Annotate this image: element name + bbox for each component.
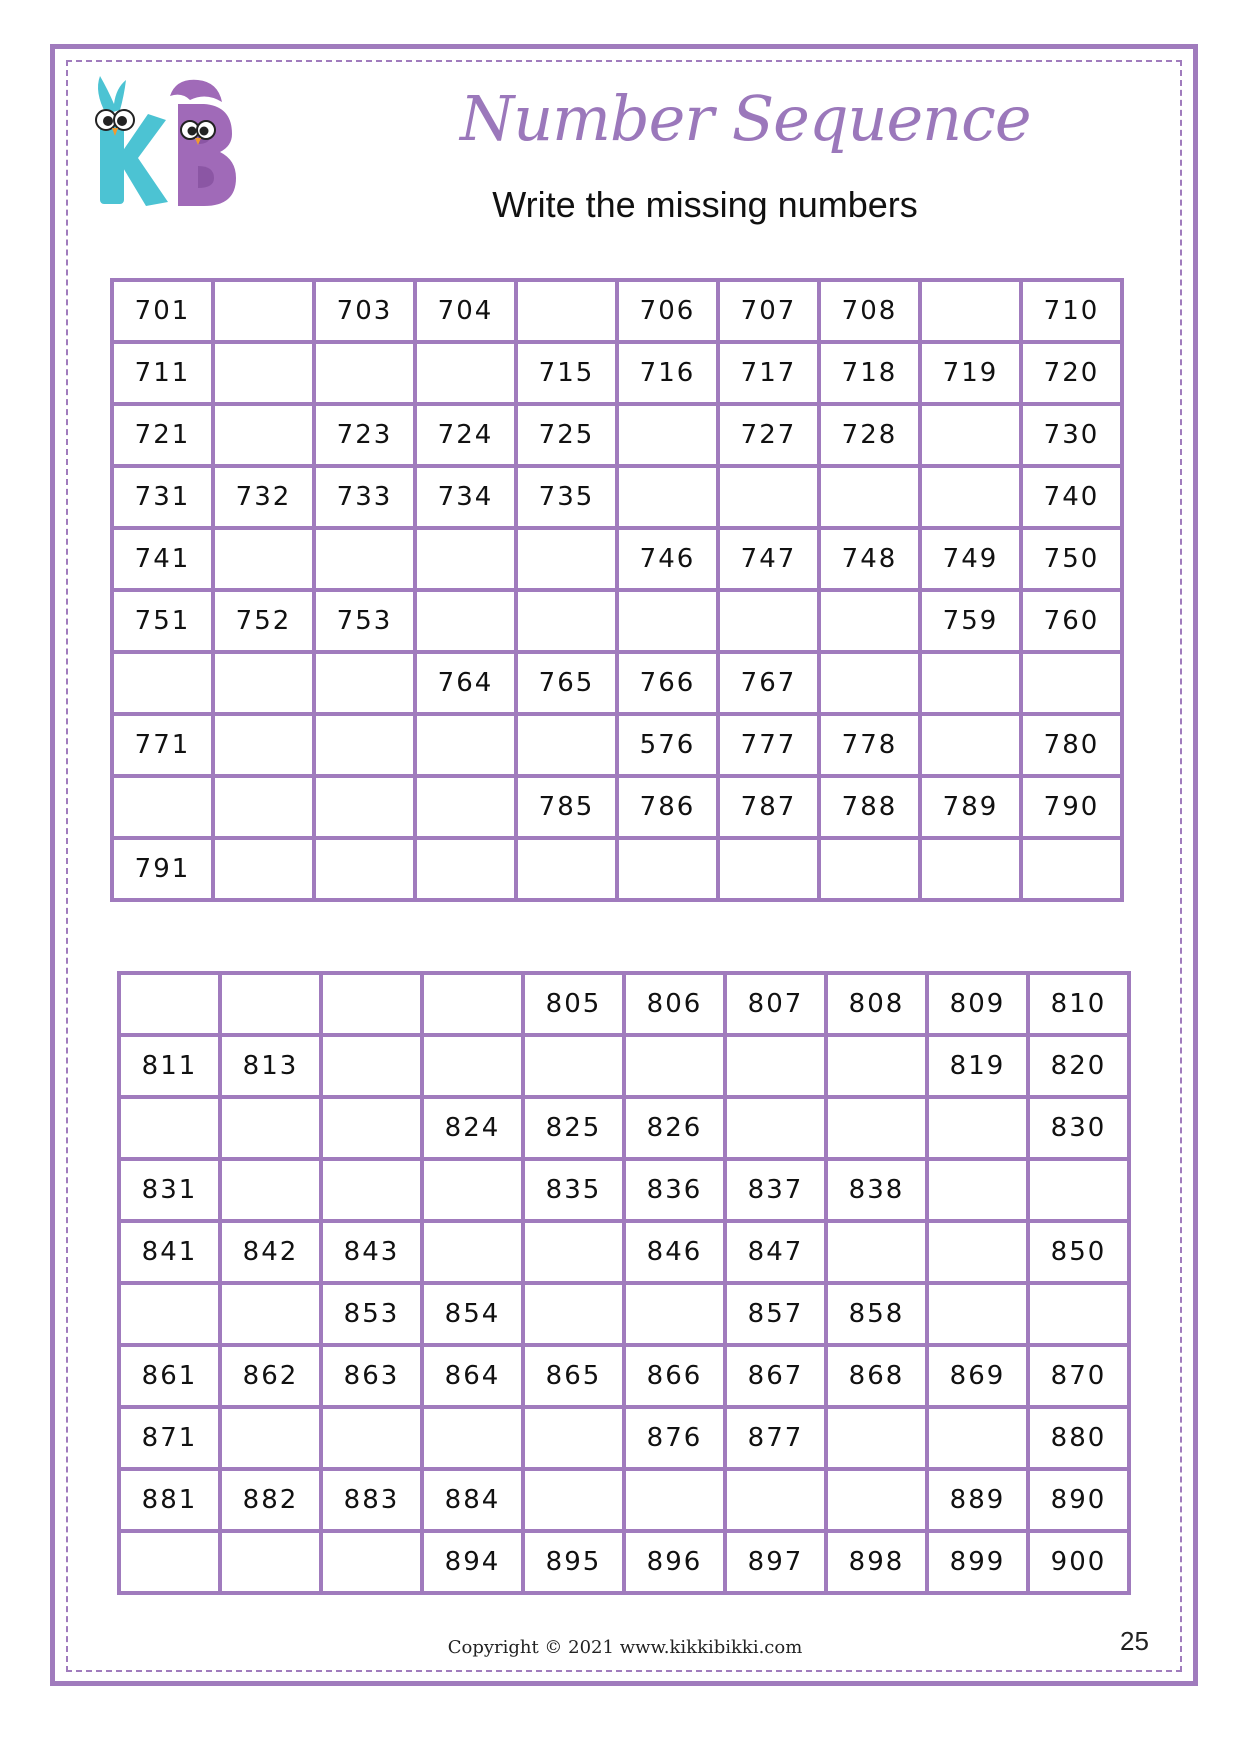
number-cell: 715 [516, 342, 617, 404]
grid-row [119, 1531, 1129, 1593]
blank-number-cell[interactable] [617, 466, 718, 528]
blank-number-cell[interactable] [321, 1035, 422, 1097]
number-cell: 790 [1021, 776, 1122, 838]
number-cell: 836 [624, 1159, 725, 1221]
blank-number-cell[interactable] [516, 714, 617, 776]
number-cell: 752 [213, 590, 314, 652]
blank-number-cell[interactable] [213, 838, 314, 900]
blank-number-cell[interactable] [112, 652, 213, 714]
number-cell: 767 [718, 652, 819, 714]
number-cell: 864 [422, 1345, 523, 1407]
number-cell: 850 [1028, 1221, 1129, 1283]
grid-row [119, 1159, 1129, 1221]
number-cell: 809 [927, 973, 1028, 1035]
number-cell: 820 [1028, 1035, 1129, 1097]
blank-number-cell[interactable] [422, 973, 523, 1035]
blank-number-cell[interactable] [725, 1097, 826, 1159]
number-cell: 869 [927, 1345, 1028, 1407]
number-cell: 718 [819, 342, 920, 404]
number-cell: 807 [725, 973, 826, 1035]
blank-number-cell[interactable] [314, 342, 415, 404]
blank-number-cell[interactable] [415, 342, 516, 404]
number-cell: 842 [220, 1221, 321, 1283]
blank-number-cell[interactable] [415, 528, 516, 590]
blank-number-cell[interactable] [314, 776, 415, 838]
number-cell: 704 [415, 280, 516, 342]
number-grid-800s [117, 971, 1131, 1595]
grid-row [112, 404, 1122, 466]
number-cell: 778 [819, 714, 920, 776]
blank-number-cell[interactable] [415, 776, 516, 838]
blank-number-cell[interactable] [718, 590, 819, 652]
number-cell: 847 [725, 1221, 826, 1283]
number-cell: 835 [523, 1159, 624, 1221]
blank-number-cell[interactable] [523, 1407, 624, 1469]
number-cell: 900 [1028, 1531, 1129, 1593]
number-cell: 735 [516, 466, 617, 528]
number-cell: 876 [624, 1407, 725, 1469]
grid-row [112, 466, 1122, 528]
blank-number-cell[interactable] [213, 280, 314, 342]
blank-number-cell[interactable] [415, 714, 516, 776]
blank-number-cell[interactable] [725, 1469, 826, 1531]
number-cell: 882 [220, 1469, 321, 1531]
blank-number-cell[interactable] [1021, 838, 1122, 900]
number-cell: 717 [718, 342, 819, 404]
blank-number-cell[interactable] [422, 1159, 523, 1221]
blank-number-cell[interactable] [314, 652, 415, 714]
blank-number-cell[interactable] [624, 1283, 725, 1345]
number-cell: 824 [422, 1097, 523, 1159]
number-cell: 841 [119, 1221, 220, 1283]
blank-number-cell[interactable] [920, 280, 1021, 342]
blank-number-cell[interactable] [220, 1407, 321, 1469]
number-cell: 791 [112, 838, 213, 900]
number-cell: 707 [718, 280, 819, 342]
number-cell: 753 [314, 590, 415, 652]
grid-row [112, 590, 1122, 652]
number-cell: 810 [1028, 973, 1129, 1035]
blank-number-cell[interactable] [819, 838, 920, 900]
blank-number-cell[interactable] [516, 528, 617, 590]
blank-number-cell[interactable] [826, 1097, 927, 1159]
blank-number-cell[interactable] [718, 466, 819, 528]
number-cell: 730 [1021, 404, 1122, 466]
number-cell: 703 [314, 280, 415, 342]
kikkibikki-kb-logo-icon [86, 74, 246, 214]
blank-number-cell[interactable] [826, 1407, 927, 1469]
blank-number-cell[interactable] [516, 590, 617, 652]
number-cell: 741 [112, 528, 213, 590]
blank-number-cell[interactable] [927, 1407, 1028, 1469]
number-cell: 765 [516, 652, 617, 714]
blank-number-cell[interactable] [819, 590, 920, 652]
grid-row [119, 1407, 1129, 1469]
blank-number-cell[interactable] [112, 776, 213, 838]
blank-number-cell[interactable] [1021, 652, 1122, 714]
number-cell: 881 [119, 1469, 220, 1531]
grid-row [119, 1221, 1129, 1283]
blank-number-cell[interactable] [321, 1159, 422, 1221]
blank-number-cell[interactable] [119, 1283, 220, 1345]
blank-number-cell[interactable] [321, 1407, 422, 1469]
blank-number-cell[interactable] [920, 466, 1021, 528]
blank-number-cell[interactable] [624, 1035, 725, 1097]
number-cell: 786 [617, 776, 718, 838]
number-cell: 853 [321, 1283, 422, 1345]
blank-number-cell[interactable] [718, 838, 819, 900]
number-cell: 746 [617, 528, 718, 590]
number-cell: 764 [415, 652, 516, 714]
grid-row [119, 1035, 1129, 1097]
page-title: Number Sequence [460, 82, 1031, 155]
blank-number-cell[interactable] [920, 838, 1021, 900]
blank-number-cell[interactable] [220, 1097, 321, 1159]
number-cell: 858 [826, 1283, 927, 1345]
number-cell: 716 [617, 342, 718, 404]
number-cell: 819 [927, 1035, 1028, 1097]
number-cell: 720 [1021, 342, 1122, 404]
blank-number-cell[interactable] [617, 404, 718, 466]
grid-row [112, 280, 1122, 342]
blank-number-cell[interactable] [220, 973, 321, 1035]
blank-number-cell[interactable] [1028, 1283, 1129, 1345]
number-cell: 788 [819, 776, 920, 838]
number-cell: 708 [819, 280, 920, 342]
blank-number-cell[interactable] [415, 838, 516, 900]
number-cell: 868 [826, 1345, 927, 1407]
number-cell: 870 [1028, 1345, 1129, 1407]
blank-number-cell[interactable] [617, 838, 718, 900]
number-cell: 701 [112, 280, 213, 342]
number-cell: 710 [1021, 280, 1122, 342]
blank-number-cell[interactable] [415, 590, 516, 652]
grid-row [119, 1469, 1129, 1531]
instructions-text: Write the missing numbers [492, 184, 918, 225]
blank-number-cell[interactable] [314, 838, 415, 900]
number-cell: 898 [826, 1531, 927, 1593]
blank-number-cell[interactable] [826, 1469, 927, 1531]
number-cell: 857 [725, 1283, 826, 1345]
blank-number-cell[interactable] [617, 590, 718, 652]
number-cell: 862 [220, 1345, 321, 1407]
number-cell: 837 [725, 1159, 826, 1221]
number-cell: 899 [927, 1531, 1028, 1593]
blank-number-cell[interactable] [213, 714, 314, 776]
grid-row [112, 342, 1122, 404]
number-cell: 725 [516, 404, 617, 466]
number-cell: 813 [220, 1035, 321, 1097]
number-cell: 787 [718, 776, 819, 838]
number-cell: 843 [321, 1221, 422, 1283]
blank-number-cell[interactable] [523, 1283, 624, 1345]
number-cell: 728 [819, 404, 920, 466]
blank-number-cell[interactable] [314, 714, 415, 776]
blank-number-cell[interactable] [422, 1035, 523, 1097]
blank-number-cell[interactable] [119, 1531, 220, 1593]
number-cell: 724 [415, 404, 516, 466]
blank-number-cell[interactable] [220, 1283, 321, 1345]
number-cell: 727 [718, 404, 819, 466]
blank-number-cell[interactable] [920, 404, 1021, 466]
blank-number-cell[interactable] [624, 1469, 725, 1531]
blank-number-cell[interactable] [523, 1469, 624, 1531]
grid-row [112, 776, 1122, 838]
grid-row [119, 973, 1129, 1035]
number-cell: 749 [920, 528, 1021, 590]
number-cell: 897 [725, 1531, 826, 1593]
number-cell: 846 [624, 1221, 725, 1283]
number-cell: 719 [920, 342, 1021, 404]
blank-number-cell[interactable] [220, 1159, 321, 1221]
number-cell: 890 [1028, 1469, 1129, 1531]
number-cell: 805 [523, 973, 624, 1035]
number-cell: 759 [920, 590, 1021, 652]
number-cell: 831 [119, 1159, 220, 1221]
blank-number-cell[interactable] [826, 1221, 927, 1283]
blank-number-cell[interactable] [213, 404, 314, 466]
blank-number-cell[interactable] [422, 1407, 523, 1469]
blank-number-cell[interactable] [321, 1097, 422, 1159]
grid-row [112, 652, 1122, 714]
number-cell: 723 [314, 404, 415, 466]
grid-row [112, 528, 1122, 590]
number-grid-700s [110, 278, 1124, 902]
blank-number-cell[interactable] [119, 1097, 220, 1159]
number-cell: 854 [422, 1283, 523, 1345]
blank-number-cell[interactable] [927, 1221, 1028, 1283]
number-cell: 771 [112, 714, 213, 776]
blank-number-cell[interactable] [1028, 1159, 1129, 1221]
number-cell: 895 [523, 1531, 624, 1593]
number-cell: 777 [718, 714, 819, 776]
grid-row [112, 714, 1122, 776]
number-cell: 731 [112, 466, 213, 528]
number-cell: 894 [422, 1531, 523, 1593]
number-cell: 785 [516, 776, 617, 838]
blank-number-cell[interactable] [314, 528, 415, 590]
number-cell: 871 [119, 1407, 220, 1469]
blank-number-cell[interactable] [927, 1159, 1028, 1221]
number-cell: 880 [1028, 1407, 1129, 1469]
blank-number-cell[interactable] [213, 342, 314, 404]
number-cell: 760 [1021, 590, 1122, 652]
number-cell: 711 [112, 342, 213, 404]
number-cell: 733 [314, 466, 415, 528]
blank-number-cell[interactable] [321, 1531, 422, 1593]
blank-number-cell[interactable] [321, 973, 422, 1035]
number-cell: 750 [1021, 528, 1122, 590]
number-cell: 789 [920, 776, 1021, 838]
blank-number-cell[interactable] [516, 838, 617, 900]
number-cell: 889 [927, 1469, 1028, 1531]
blank-number-cell[interactable] [516, 280, 617, 342]
grid-row [112, 838, 1122, 900]
blank-number-cell[interactable] [725, 1035, 826, 1097]
number-cell: 811 [119, 1035, 220, 1097]
grid-row [119, 1097, 1129, 1159]
blank-number-cell[interactable] [523, 1221, 624, 1283]
number-cell: 734 [415, 466, 516, 528]
blank-number-cell[interactable] [819, 466, 920, 528]
number-cell: 884 [422, 1469, 523, 1531]
grid-row [119, 1283, 1129, 1345]
number-cell: 808 [826, 973, 927, 1035]
page-number: 25 [1120, 1626, 1149, 1656]
number-cell: 748 [819, 528, 920, 590]
number-cell: 751 [112, 590, 213, 652]
blank-number-cell[interactable] [920, 652, 1021, 714]
blank-number-cell[interactable] [819, 652, 920, 714]
grid-row [119, 1345, 1129, 1407]
blank-number-cell[interactable] [927, 1283, 1028, 1345]
number-cell: 732 [213, 466, 314, 528]
number-cell: 706 [617, 280, 718, 342]
blank-number-cell[interactable] [826, 1035, 927, 1097]
number-cell: 825 [523, 1097, 624, 1159]
number-cell: 838 [826, 1159, 927, 1221]
number-cell: 830 [1028, 1097, 1129, 1159]
number-cell: 766 [617, 652, 718, 714]
number-cell: 740 [1021, 466, 1122, 528]
number-cell: 747 [718, 528, 819, 590]
number-cell: 721 [112, 404, 213, 466]
blank-number-cell[interactable] [220, 1531, 321, 1593]
number-cell: 861 [119, 1345, 220, 1407]
blank-number-cell[interactable] [213, 652, 314, 714]
number-cell: 867 [725, 1345, 826, 1407]
number-cell: 877 [725, 1407, 826, 1469]
blank-number-cell[interactable] [422, 1221, 523, 1283]
number-cell: 576 [617, 714, 718, 776]
number-cell: 883 [321, 1469, 422, 1531]
blank-number-cell[interactable] [927, 1097, 1028, 1159]
copyright-text: Copyright © 2021 www.kikkibikki.com [447, 1637, 803, 1658]
number-cell: 865 [523, 1345, 624, 1407]
number-cell: 866 [624, 1345, 725, 1407]
number-cell: 863 [321, 1345, 422, 1407]
blank-number-cell[interactable] [119, 973, 220, 1035]
blank-number-cell[interactable] [213, 528, 314, 590]
blank-number-cell[interactable] [920, 714, 1021, 776]
number-cell: 806 [624, 973, 725, 1035]
number-cell: 780 [1021, 714, 1122, 776]
number-cell: 826 [624, 1097, 725, 1159]
blank-number-cell[interactable] [213, 776, 314, 838]
blank-number-cell[interactable] [523, 1035, 624, 1097]
number-cell: 896 [624, 1531, 725, 1593]
